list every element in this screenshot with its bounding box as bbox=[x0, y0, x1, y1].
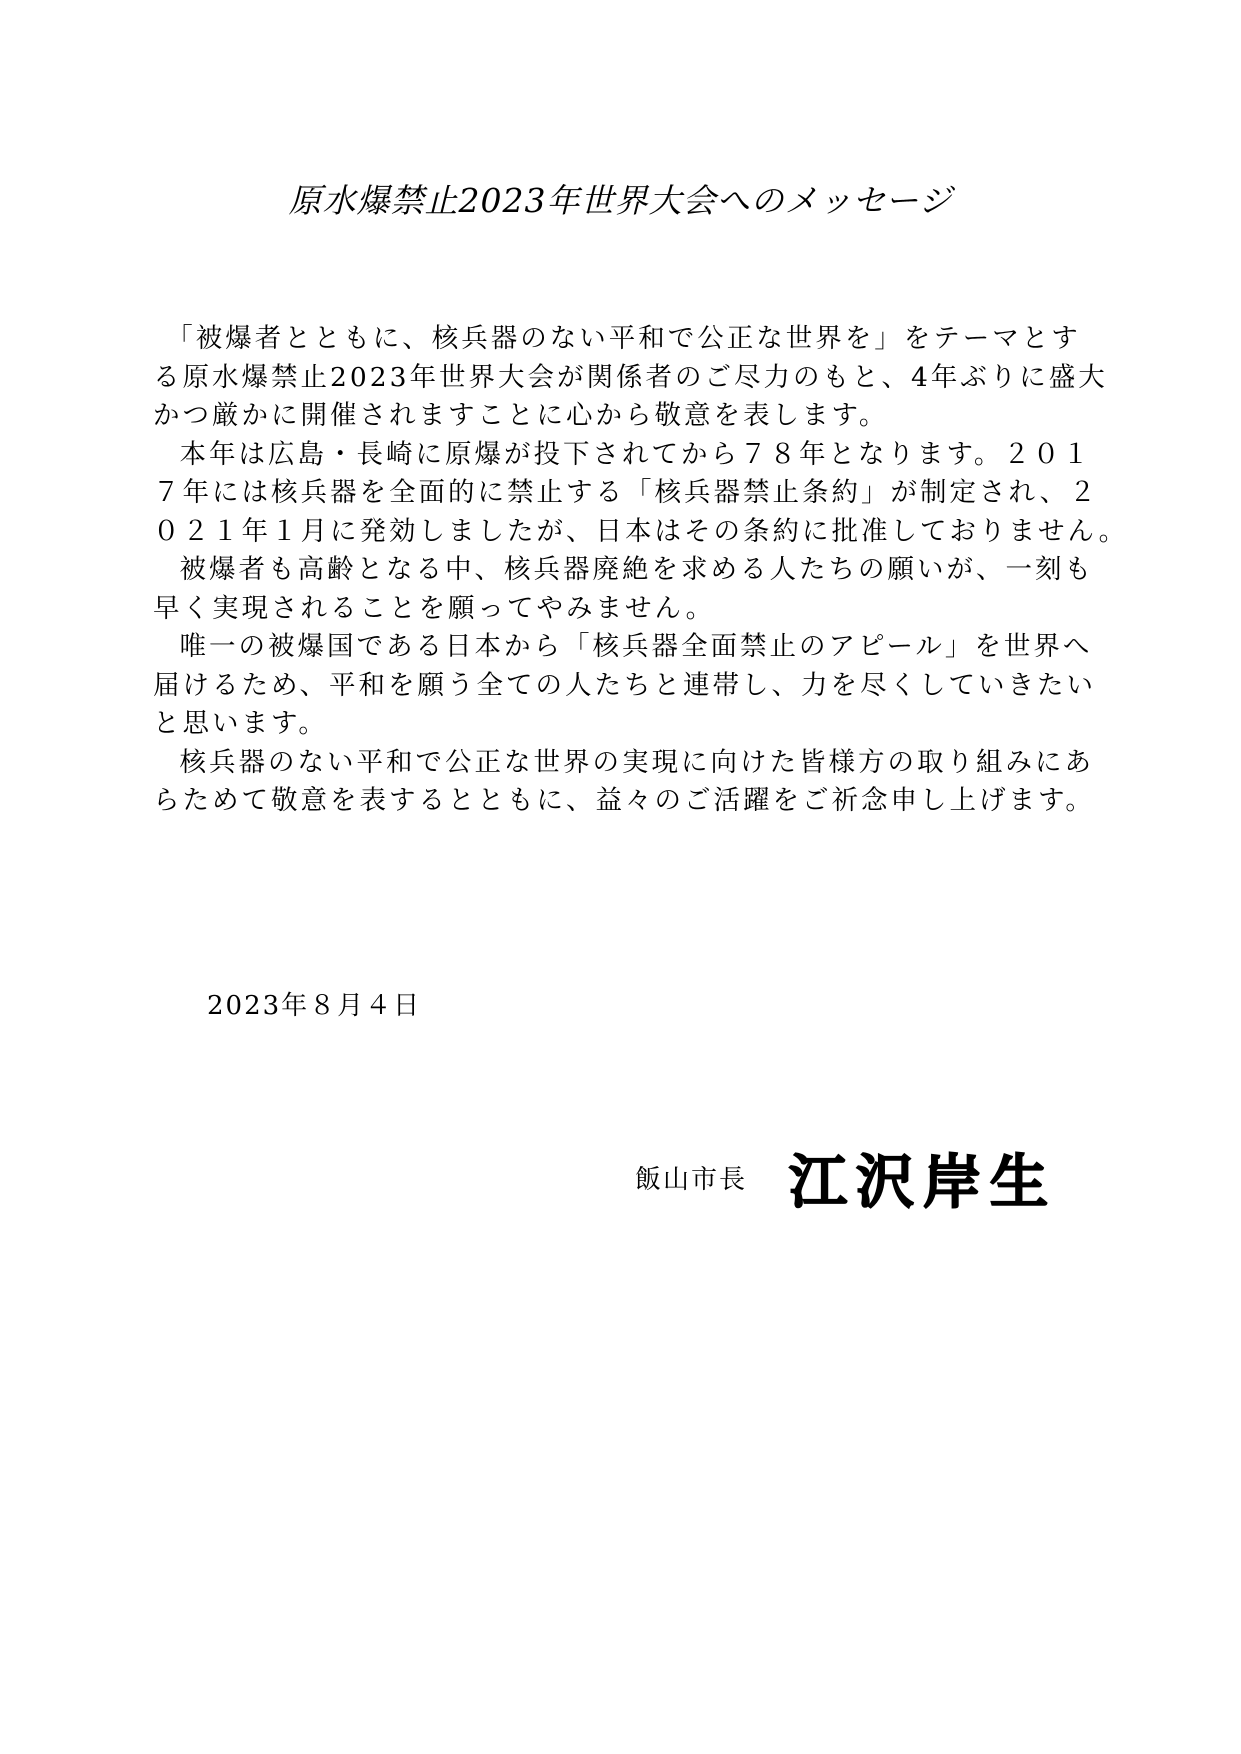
body-line: らためて敬意を表するとともに、益々のご活躍をご祈念申し上げます。 bbox=[153, 785, 1095, 816]
body-line: 唯一の被爆国である日本から「核兵器全面禁止のアピール」を世界へ bbox=[179, 631, 1093, 662]
body-line: と思います。 bbox=[153, 708, 328, 739]
document-date: 2023年８月４日 bbox=[207, 991, 422, 1021]
body-line: ０２１年１月に発効しましたが、日本はその条約に批准しておりません。 bbox=[153, 515, 1129, 547]
signer-name-signature: 江沢岸生 bbox=[789, 1148, 1058, 1216]
body-line: かつ厳かに開催されますことに心から敬意を表します。 bbox=[153, 400, 889, 431]
body-line: 「被爆者とともに、核兵器のない平和で公正な世界を」をテーマとす bbox=[166, 323, 1081, 354]
body-line: 被爆者も高齢となる中、核兵器廃絶を求める人たちの願いが、一刻も bbox=[179, 554, 1094, 585]
message-body bbox=[153, 320, 1129, 821]
signature-block bbox=[635, 1132, 1057, 1222]
document-title: 原水爆禁止2023年世界大会へのメッセージ bbox=[288, 181, 953, 220]
body-line: 届けるため、平和を願う全ての人たちと連帯し、力を尽くしていきたい bbox=[153, 669, 1096, 701]
body-line: 早く実現されることを願ってやみません。 bbox=[153, 592, 716, 624]
body-line: 本年は広島・長崎に原爆が投下されてから７８年となります。２０１ bbox=[179, 438, 1092, 470]
signer-title: 飯山市長 bbox=[635, 1164, 748, 1195]
body-line: 核兵器のない平和で公正な世界の実現に向けた皆様方の取り組みにあ bbox=[179, 746, 1094, 778]
body-line: ７年には核兵器を全面的に禁止する「核兵器禁止条約」が制定され、２ bbox=[153, 477, 1099, 508]
body-line: る原水爆禁止2023年世界大会が関係者のご尽力のもと、4年ぶりに盛大 bbox=[153, 361, 1108, 393]
